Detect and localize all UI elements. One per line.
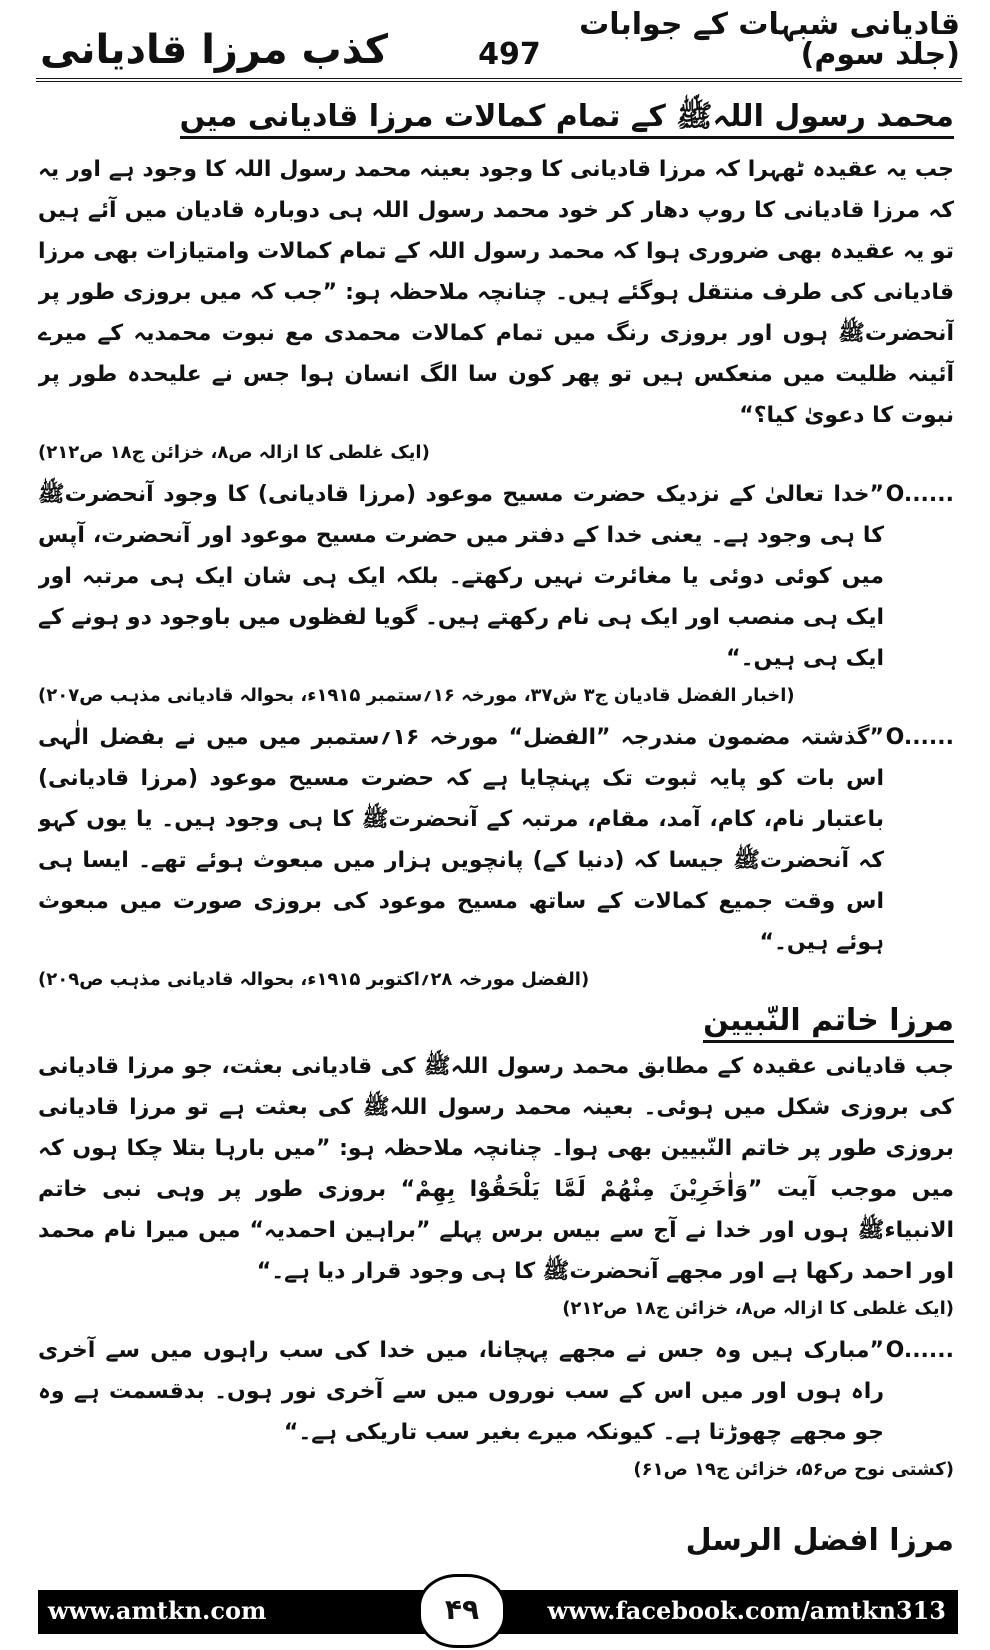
- website-link[interactable]: www.amtkn.com: [48, 1596, 267, 1625]
- quote-paragraph: [38, 474, 954, 679]
- section-heading: مرزا خاتم النّبیین: [38, 1003, 954, 1038]
- paragraph: جب قادیانی عقیدہ کے مطابق محمد رسول اللہﷺ کی قادیانی بعثت، جو مرزا قادیانی کی بروزی شکل میں ہوئی۔ بعینہ محمد رسول اللہﷺ کی بعثت ہے تو مرزا قادیانی بروزی طور پر خاتم النّبیین بھی ہوا۔ چنانچہ ملاحظہ ہو: ”میں بارہا بتلا چکا ہوں کہ میں موجب آیت ”وَاٰخَرِیْنَ مِنْهُمْ لَمَّا یَلْحَقُوْا بِهِمْ“ بروزی طور پر وہی نبی خاتم الانبیاءﷺ ہوں اور خدا نے آج سے بیس برس پہلے ”براہین احمدیہ“ میں میرا نام محمد اور احمد رکھا ہے اور مجھے آنحضرتﷺ کا ہی وجود قرار دیا ہے۔“: [38, 1054, 954, 1284]
- bullet-marker: O......: [885, 482, 954, 507]
- section-heading: مرزا افضل الرسل: [38, 1523, 954, 1558]
- citation: (کشتی نوح ص۵۶، خزائن ج۱۹ ص۶۱): [633, 1459, 954, 1480]
- facebook-link[interactable]: www.facebook.com/amtkn313: [547, 1596, 946, 1625]
- bullet-marker: O......: [885, 725, 954, 750]
- quote-text: ”خدا تعالیٰ کے نزدیک حضرت مسیح موعود (مرزا قادیانی) کا وجود آنحضرتﷺ کا ہی وجود ہے۔ یعنی خدا کے دفتر میں حضرت مسیح موعود اور آنحضرت، آپس میں کوئی دوئی یا مغائرت نہیں رکھتے۔ بلکہ ایک ہی شان ایک ہی مرتبہ اور ایک ہی منصب اور ایک ہی نام رکھتے ہیں۔ گویا لفظوں میں باوجود دو ہونے کے ایک ہی ہیں۔“: [38, 482, 884, 671]
- paragraph: جب یہ عقیدہ ٹھہرا کہ مرزا قادیانی کا وجود بعینہ محمد رسول اللہ کا وجود ہے اور یہ کہ مرزا قادیانی کا روپ دھار کر خود محمد رسول اللہ ہی دوبارہ قادیان میں آئے ہیں تو یہ عقیدہ بھی ضروری ہوا کہ محمد رسول اللہ کے تمام کمالات وامتیازات بھی مرزا قادیانی کی طرف منتقل ہوگئے ہیں۔ چنانچہ ملاحظہ ہو: ”جب کہ میں بروزی طور پر آنحضرتﷺ ہوں اور بروزی رنگ میں تمام کمالات محمدی مع نبوت محمدیہ کے میرے آئینہ ظلیت میں منعکس ہیں تو پھر کون سا الگ انسان ہوا جس نے علیحدہ طور پر نبوت کا دعویٰ کیا؟“: [38, 157, 954, 428]
- citation: (ایک غلطی کا ازالہ ص۸، خزائن ج۱۸ ص۲۱۲): [562, 1298, 954, 1319]
- section-heading: محمد رسول اللہﷺ کے تمام کمالات مرزا قادیانی میں: [38, 98, 954, 141]
- citation: (اخبار الفضل قادیان ج۳ ش۳۷، مورخہ ۱۶؍ستمبر ۱۹۱۵ء، بحوالہ قادیانی مذہب ص۲۰۷): [38, 685, 795, 706]
- book-brand-title: کذب مرزا قادیانی: [40, 27, 389, 73]
- quote-text: ”گذشتہ مضمون مندرجہ ”الفضل“ مورخہ ۱۶؍ستمبر میں میں نے بفضل الٰہی اس بات کو پایہ ثبوت تک پہنچایا ہے کہ حضرت مسیح موعود (مرزا قادیانی) باعتبار نام، کام، آمد، مقام، مرتبہ کے آنحضرتﷺ کا ہی وجود ہیں۔ یا یوں کہو کہ آنحضرتﷺ جیسا کہ (دنیا کے) پانچویں ہزار میں مبعوث ہوئے تھے۔ ایسا ہی اس وقت جمیع کمالات کے ساتھ مسیح موعود کی بروزی صورت میں مبعوث ہوئے ہیں۔“: [38, 725, 884, 955]
- page-footer: [38, 1590, 958, 1634]
- page-body: [38, 92, 954, 1558]
- citation: (ایک غلطی کا ازالہ ص۸، خزائن ج۱۸ ص۲۱۲): [38, 442, 430, 463]
- citation: (الفضل مورخہ ۲۸؍اکتوبر ۱۹۱۵ء، بحوالہ قادیانی مذہب ص۲۰۹): [38, 969, 590, 990]
- book-title: قادیانی شبہات کے جوابات (جلد سوم): [579, 7, 960, 72]
- page-header: [40, 7, 960, 73]
- spacer: [38, 1491, 954, 1517]
- bullet-marker: O......: [885, 1338, 954, 1363]
- page-number: 497: [478, 37, 541, 72]
- quote-text: ”مبارک ہیں وہ جس نے مجھے پہچانا، میں خدا کی سب راہوں میں سے آخری راہ ہوں اور میں اس کے سب نوروں میں سے آخری نور ہوں۔ بدقسمت ہے وہ جو مجھے چھوڑتا ہے۔ کیونکہ میرے بغیر سب تاریکی ہے۔“: [38, 1338, 884, 1445]
- header-divider: [36, 78, 962, 82]
- footer-page-number: ۴۹: [418, 1574, 506, 1648]
- quote-paragraph: [38, 717, 954, 963]
- quote-paragraph: [38, 1330, 954, 1453]
